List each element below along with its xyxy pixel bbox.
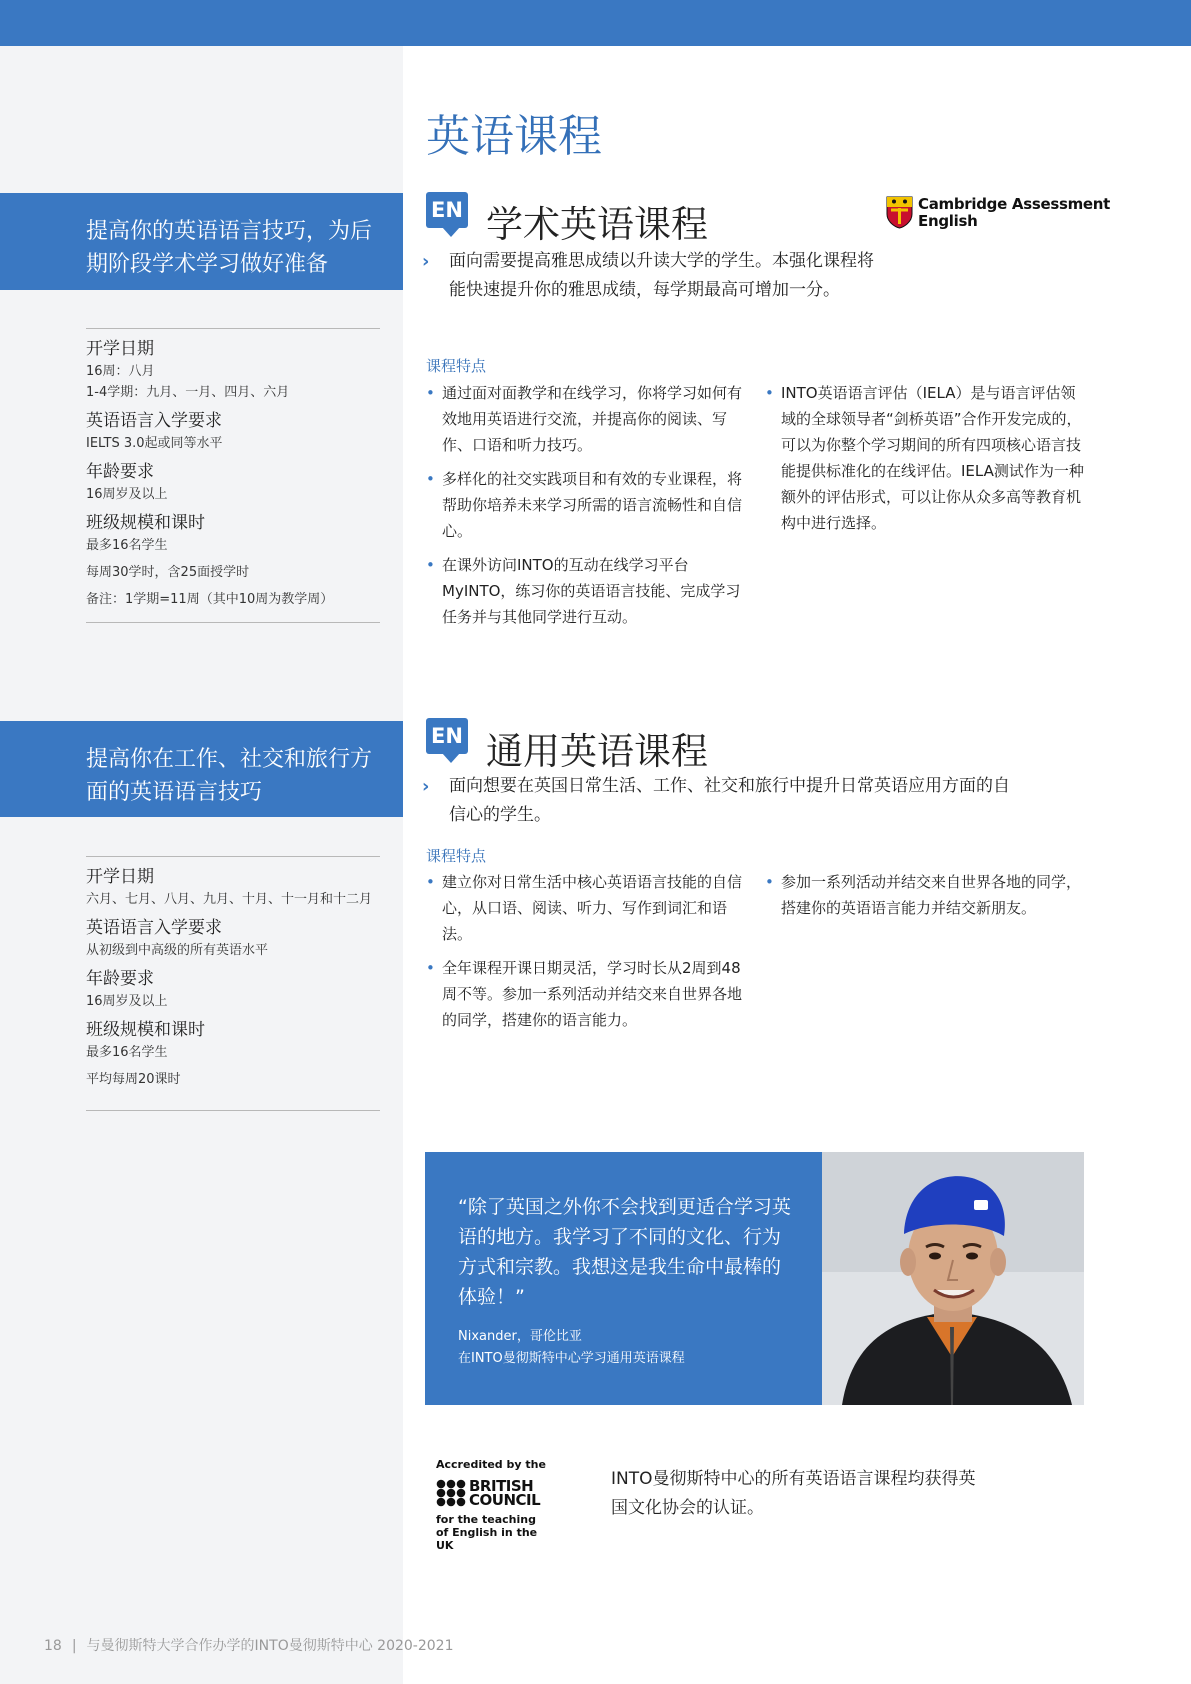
- age-requirement-heading: 年龄要求: [86, 462, 154, 482]
- start-date-line: 16周：八月: [86, 364, 155, 379]
- student-portrait-image: [822, 1152, 1084, 1405]
- bc-for-text: of English in the UK: [436, 1526, 538, 1552]
- testimonial-name: Nixander，哥伦比亚: [458, 1329, 582, 1344]
- class-hours-line: 平均每周20课时: [86, 1072, 181, 1087]
- general-intro-text: 面向想要在英国日常生活、工作、社交和旅行中提升日常英语应用方面的自信心的学生。: [449, 776, 1010, 825]
- cambridge-line2: English: [918, 212, 978, 230]
- general-features-right: [765, 869, 1085, 929]
- general-course-title: 通用英语课程: [486, 730, 708, 773]
- academic-info-box: [86, 328, 380, 623]
- entry-requirement-line: 从初级到中高级的所有英语水平: [86, 943, 269, 958]
- age-requirement-heading: 年龄要求: [86, 969, 154, 989]
- academic-features-label: 课程特点: [426, 357, 487, 375]
- class-hours-line: 每周30学时，含25面授学时: [86, 565, 250, 580]
- entry-requirement-heading: 英语语言入学要求: [86, 918, 222, 938]
- chevron-right-icon: ›: [422, 251, 430, 272]
- academic-features-left: [426, 380, 746, 638]
- bc-name: [469, 1479, 540, 1507]
- entry-requirement-heading: 英语语言入学要求: [86, 411, 222, 431]
- class-size-line: 最多16名学生: [86, 538, 168, 553]
- testimonial-box: [425, 1152, 822, 1405]
- cambridge-logo-text: [918, 196, 1110, 230]
- testimonial-quote: “除了英国之外你不会找到更适合学习英语的地方。我学习了不同的文化、行为方式和宗教。我想这是我生命中最棒的体验！”: [458, 1196, 791, 1308]
- chevron-right-icon: ›: [422, 776, 430, 797]
- accreditation-text: INTO曼彻斯特中心的所有英语语言课程均获得英国文化协会的认证。: [611, 1469, 976, 1518]
- british-council-logo: [436, 1458, 556, 1552]
- academic-features-right: [765, 380, 1085, 544]
- testimonial-study: 在INTO曼彻斯特中心学习通用英语课程: [458, 1351, 685, 1366]
- class-size-line: 最多16名学生: [86, 1045, 168, 1060]
- age-requirement-line: 16周岁及以上: [86, 487, 168, 502]
- class-note-line: 备注：1学期=11周（其中10周为教学周）: [86, 592, 334, 607]
- cambridge-logo: [886, 196, 1110, 230]
- class-size-heading: 班级规模和课时: [86, 513, 205, 533]
- age-requirement-line: 16周岁及以上: [86, 994, 168, 1009]
- feature-item: • 建立你对日常生活中核心英语语言技能的自信心，从口语、阅读、听力、写作到词汇和语法。: [426, 869, 746, 947]
- top-bar: [0, 0, 1191, 46]
- academic-intro-text: 面向需要提高雅思成绩以升读大学的学生。本强化课程将能快速提升你的雅思成绩，每学期最高可增加一分。: [449, 251, 874, 300]
- academic-banner: 提高你的英语语言技巧，为后期阶段学术学习做好准备: [0, 193, 403, 290]
- bc-name-line1: BRITISH: [469, 1477, 534, 1495]
- cambridge-shield-icon: [886, 196, 913, 229]
- general-intro: [422, 772, 1022, 830]
- page-title: 英语课程: [426, 111, 602, 162]
- academic-course-title: 学术英语课程: [486, 203, 708, 246]
- footer-text: 与曼彻斯特大学合作办学的INTO曼彻斯特中心 2020-2021: [86, 1638, 454, 1654]
- feature-item: • 全年课程开课日期灵活，学习时长从2周到48周不等。参加一系列活动并结交来自世界各地的同学，搭建你的语言能力。: [426, 955, 746, 1033]
- class-size-heading: 班级规模和课时: [86, 1020, 205, 1040]
- cambridge-line1: Cambridge Assessment: [918, 195, 1111, 213]
- en-badge-icon: EN: [426, 192, 468, 228]
- bc-for-text: for the teaching: [436, 1513, 536, 1526]
- feature-item: • 通过面对面教学和在线学习，你将学习如何有效地用英语进行交流，并提高你的阅读、写作、口语和听力技巧。: [426, 380, 746, 458]
- start-date-line: 六月、七月、八月、九月、十月、十一月和十二月: [86, 892, 373, 907]
- bc-logo-mark: [436, 1479, 556, 1507]
- general-features-left: [426, 869, 746, 1041]
- page-number: 18: [44, 1638, 62, 1654]
- bc-name-line2: COUNCIL: [469, 1491, 541, 1509]
- feature-item: • INTO英语语言评估（IELA）是与语言评估领域的全球领导者“剑桥英语”合作开发完成的，可以为你整个学习期间的所有四项核心语言技能提供标准化的在线评估。IELA测试作为一种额外的评估形式，可以让你从众多高等教育机构中进行选择。: [765, 380, 1085, 536]
- entry-requirement-line: IELTS 3.0起或同等水平: [86, 436, 223, 451]
- start-date-heading: 开学日期: [86, 339, 154, 359]
- feature-item: • 参加一系列活动并结交来自世界各地的同学，搭建你的英语语言能力并结交新朋友。: [765, 869, 1085, 921]
- footer-separator: |: [71, 1638, 77, 1654]
- feature-item: • 在课外访问INTO的互动在线学习平台MyINTO，练习你的英语语言技能、完成学习任务并与其他同学进行互动。: [426, 552, 746, 630]
- start-date-line: 1-4学期：九月、一月、四月、六月: [86, 385, 290, 400]
- academic-intro: [422, 247, 877, 305]
- start-date-heading: 开学日期: [86, 867, 154, 887]
- bc-accredited-text: Accredited by the: [436, 1458, 546, 1471]
- general-info-box: [86, 856, 380, 1111]
- general-banner: 提高你在工作、社交和旅行方面的英语语言技巧: [0, 721, 403, 817]
- general-features-label: 课程特点: [426, 847, 487, 865]
- page-footer: [44, 1635, 453, 1655]
- student-photo: [822, 1152, 1084, 1405]
- british-council-dots-icon: [436, 1479, 466, 1507]
- en-badge-icon: EN: [426, 718, 468, 754]
- feature-item: • 多样化的社交实践项目和有效的专业课程，将帮助你培养未来学习所需的语言流畅性和自信心。: [426, 466, 746, 544]
